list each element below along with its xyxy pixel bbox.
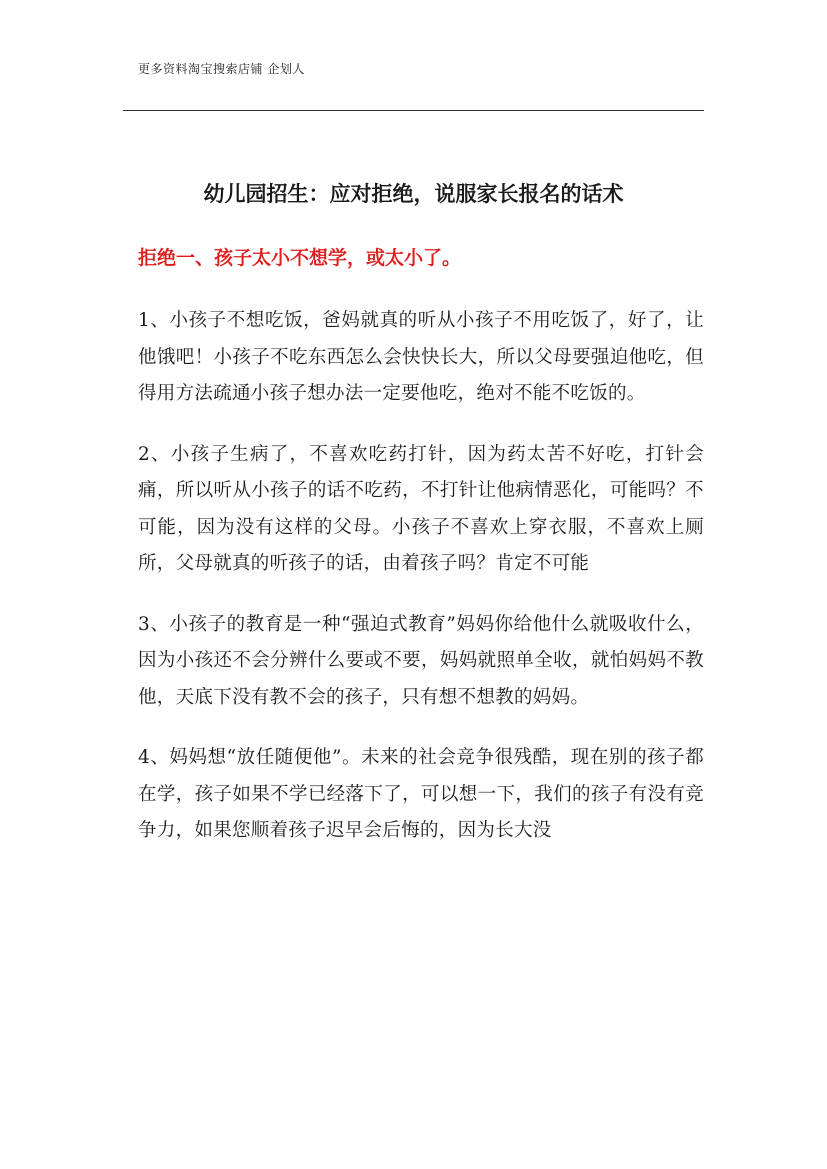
paragraph-2: 2、小孩子生病了，不喜欢吃药打针，因为药太苦不好吃，打针会痛，所以听从小孩子的话不吃药，不打针让他病情恶化，可能吗？不可能，因为没有这样的父母。小孩子不喜欢上穿衣服，不喜欢上厕所，父母就真的听孩子的话，由着孩子吗？肯定不可能 [138, 443, 704, 574]
section-heading: 拒绝一、孩子太小不想学，或太小了。 [138, 247, 462, 269]
document-title: 幼儿园招生：应对拒绝，说服家长报名的话术 [203, 181, 624, 206]
page-header-text: 更多资料淘宝搜索店铺 企划人 [138, 62, 305, 76]
paragraph-4: 4、妈妈想“放任随便他”。未来的社会竞争很残酷，现在别的孩子都在学，孩子如果不学已经落下了，可以想一下，我们的孩子有没有竞争力，如果您顺着孩子迟早会后悔的，因为长大没 [138, 747, 704, 841]
paragraph-3: 3、小孩子的教育是一种“强迫式教育”妈妈你给他什么就吸收什么，因为小孩还不会分辨什么要或不要，妈妈就照单全收，就怕妈妈不教他，天底下没有教不会的孩子，只有想不想教的妈妈。 [138, 613, 704, 708]
paragraph-1: 1、小孩子不想吃饭，爸妈就真的听从小孩子不用吃饭了，好了，让他饿吧！小孩子不吃东西怎么会快快长大，所以父母要强迫他吃，但得用方法疏通小孩子想办法一定要他吃，绝对不能不吃饭的。 [138, 310, 704, 404]
header-divider [123, 110, 704, 111]
document-body [138, 303, 704, 874]
